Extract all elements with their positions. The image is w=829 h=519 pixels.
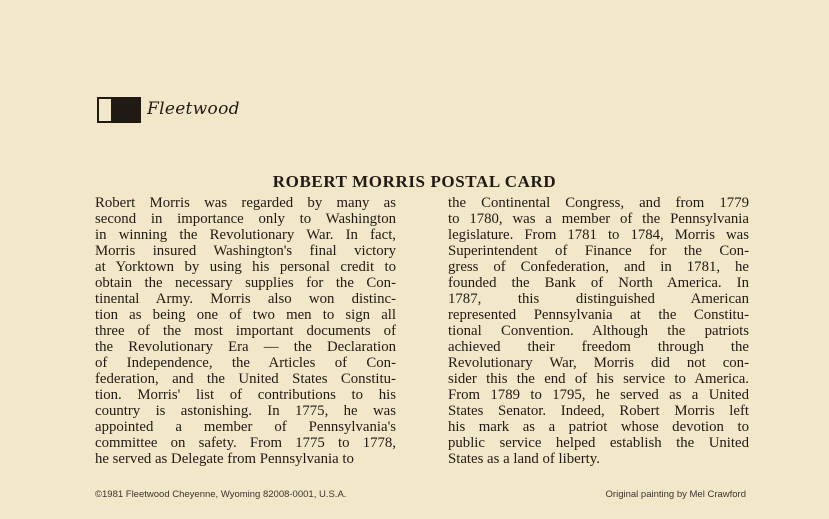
body-right-column [448,195,749,467]
body-text-line: federation, and the United States Constitu- [95,371,396,387]
body-text-line: of Independence, the Articles of Con- [95,355,396,371]
body-text-line: States Senator. Indeed, Robert Morris left [448,403,749,419]
body-text-line: the Continental Congress, and from 1779 [448,195,749,211]
body-text-line: tion as being one of two men to sign all [95,307,396,323]
body-text-line: to 1780, was a member of the Pennsylvania [448,211,749,227]
body-text-line: achieved their freedom through the [448,339,749,355]
body-text-line: Revolutionary War, Morris did not con- [448,355,749,371]
copyright-line: ©1981 Fleetwood Cheyenne, Wyoming 82008-0001, U.S.A. [95,489,347,500]
body-text-line: represented Pennsylvania at the Constitu- [448,307,749,323]
body-text-line: his mark as a patriot whose devotion to [448,419,749,435]
body-text-line: From 1789 to 1795, he served as a United [448,387,749,403]
body-text-line: Superintendent of Finance for the Con- [448,243,749,259]
body-text-line: Morris insured Washington's final victory [95,243,396,259]
body-text-line: gress of Confederation, and in 1781, he [448,259,749,275]
body-text-line: States as a land of liberty. [448,451,600,467]
body-text-line: sider this the end of his service to America. [448,371,749,387]
body-text-line: 1787, this distinguished American [448,291,749,307]
card-title: ROBERT MORRIS POSTAL CARD [272,172,557,191]
body-text-line: country is astonishing. In 1775, he was [95,403,396,419]
body-text-line: second in importance only to Washington [95,211,396,227]
body-text-line: obtain the necessary supplies for the Con- [95,275,396,291]
body-text-line: tinental Army. Morris also won distinc- [95,291,396,307]
body-text-line: the Revolutionary Era — the Declaration [95,339,396,355]
body-text-line: legislature. From 1781 to 1784, Morris was [448,227,749,243]
body-text-line: at Yorktown by using his personal credit to [95,259,396,275]
body-text-line: he served as Delegate from Pennsylvania to [95,451,354,467]
body-text-line: public service helped establish the United [448,435,749,451]
body-text-line: three of the most important documents of [95,323,396,339]
body-text-line: founded the Bank of North America. In [448,275,749,291]
body-text-line: appointed a member of Pennsylvania's [95,419,396,435]
painting-credit: Original painting by Mel Crawford [605,489,746,500]
body-text-line: tion. Morris' list of contributions to his [95,387,396,403]
fleetwood-logo-mark-icon [97,97,141,123]
logo-text: Fleetwood [147,99,240,119]
body-text-line: tional Convention. Although the patriots [448,323,749,339]
body-text-line: committee on safety. From 1775 to 1778, [95,435,396,451]
fleetwood-logo [97,97,240,123]
body-text-line: in winning the Revolutionary War. In fact, [95,227,396,243]
body-left-column [95,195,396,467]
body-text-line: Robert Morris was regarded by many as [95,195,396,211]
